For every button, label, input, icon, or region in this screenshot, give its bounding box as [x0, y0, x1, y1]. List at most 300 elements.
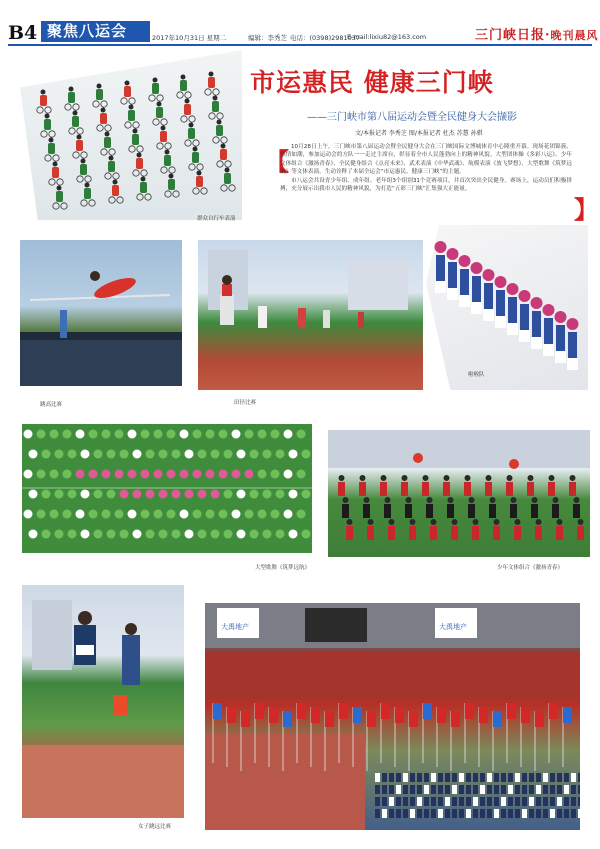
marcher [529, 773, 534, 782]
parade-flag [535, 711, 544, 727]
cheerleader-top [448, 262, 457, 288]
dancer [198, 490, 207, 499]
cheerleader-skirt [435, 281, 446, 293]
dancer [89, 510, 98, 519]
dancer [115, 430, 124, 439]
youth-head [410, 519, 416, 525]
marcher [571, 809, 576, 818]
youth-performer [346, 526, 353, 540]
cyclist-head [97, 84, 102, 89]
marcher [452, 785, 457, 794]
youth-head [347, 519, 353, 525]
photo-cyclists [20, 50, 242, 220]
bicycle-wheel [161, 119, 167, 125]
dancer [250, 530, 259, 539]
dancer [258, 430, 267, 439]
parade-flag [465, 703, 474, 719]
dancer [297, 430, 306, 439]
cheerleader-skirt [447, 288, 458, 300]
youth-head [389, 519, 395, 525]
dancer [133, 450, 142, 459]
cyclist-rider [128, 110, 135, 121]
bicycle-wheel [165, 191, 171, 197]
youth-head [385, 497, 391, 503]
dancer [232, 470, 241, 479]
marcher [529, 785, 534, 794]
cyclist-head [185, 99, 190, 104]
bicycle-wheel [173, 191, 179, 197]
cyclist-head [105, 132, 110, 137]
cyclist-head [193, 147, 198, 152]
dancer [224, 530, 233, 539]
bicycle-wheel [57, 179, 63, 185]
cyclist-head [69, 87, 74, 92]
marcher [438, 773, 443, 782]
newspaper-logo [475, 24, 599, 43]
marcher [515, 773, 520, 782]
cyclist-head [169, 174, 174, 179]
youth-head [557, 519, 563, 525]
stadium-stands [328, 430, 590, 468]
marcher [557, 797, 562, 806]
stands-crowd [205, 651, 580, 699]
dancer [24, 430, 33, 439]
bicycle-wheel [81, 200, 87, 206]
dancer [193, 510, 202, 519]
caption-fans: 大型歌舞《筑梦远航》 [255, 565, 311, 571]
cyclist-rider [168, 179, 175, 190]
marcher [536, 797, 541, 806]
marcher [564, 785, 569, 794]
youth-performer [363, 504, 370, 518]
cyclist-rider [112, 185, 119, 196]
parade-flag [549, 703, 558, 719]
bicycle-wheel [189, 116, 195, 122]
youth-head [549, 475, 555, 481]
cyclist-rider [40, 95, 47, 106]
youth-performer [472, 526, 479, 540]
dancer [107, 530, 116, 539]
bracket-left: 【 [265, 148, 289, 176]
youth-head [515, 519, 521, 525]
bicycle-wheel [117, 197, 123, 203]
bicycle-wheel [109, 197, 115, 203]
cyclist-rider [108, 161, 115, 172]
bicycle-wheel [137, 146, 143, 152]
marcher [410, 809, 415, 818]
marcher [389, 809, 394, 818]
youth-performer [359, 482, 366, 496]
marcher [564, 809, 569, 818]
marcher [501, 809, 506, 818]
cyclist-rider [104, 137, 111, 148]
cyclist-head [81, 159, 86, 164]
marcher [403, 773, 408, 782]
youth-head [406, 497, 412, 503]
stadium-roof [205, 603, 580, 648]
dancer [68, 490, 77, 499]
cyclist-head [129, 105, 134, 110]
cheerleader-top [484, 283, 493, 309]
ball [413, 453, 423, 463]
bicycle-wheel [145, 194, 151, 200]
marcher [438, 797, 443, 806]
dancer [154, 470, 163, 479]
logo-sub: 晚刊晨风 [550, 29, 599, 42]
bicycle-wheel [137, 194, 143, 200]
runner-head [222, 275, 232, 285]
youth-head [570, 475, 576, 481]
youth-performer [430, 526, 437, 540]
youth-performer [489, 504, 496, 518]
sponsor-sign-1-text: 大禹地产 [221, 623, 249, 631]
cheerleader-top [556, 325, 565, 351]
marcher [508, 797, 513, 806]
dancer [258, 510, 267, 519]
dancer [276, 450, 285, 459]
bicycle-wheel [89, 200, 95, 206]
bicycle-wheel [197, 164, 203, 170]
marcher [445, 773, 450, 782]
youth-performer [485, 482, 492, 496]
cheerleader-skirt [507, 323, 518, 335]
dancer [42, 450, 51, 459]
marcher [536, 773, 541, 782]
dancer [271, 470, 280, 479]
marcher [494, 785, 499, 794]
marcher [466, 809, 471, 818]
youth-head [578, 519, 584, 525]
youth-head [431, 519, 437, 525]
dancer [271, 430, 280, 439]
bicycle-wheel [217, 113, 223, 119]
marcher [424, 773, 429, 782]
marcher [466, 797, 471, 806]
dancer [289, 490, 298, 499]
dancer [89, 430, 98, 439]
marcher [382, 797, 387, 806]
parade-flag [479, 707, 488, 723]
marcher [501, 773, 506, 782]
cyclist-head [101, 108, 106, 113]
marcher [494, 809, 499, 818]
cyclist-head [133, 129, 138, 134]
bicycle-wheel [53, 155, 59, 161]
marcher [543, 785, 548, 794]
marcher [494, 797, 499, 806]
dancer [94, 450, 103, 459]
bicycle-wheel [121, 98, 127, 104]
youth-performer [548, 482, 555, 496]
cheerleader-top [568, 332, 577, 358]
bicycle-wheel [105, 173, 111, 179]
runner [258, 306, 267, 328]
cheerleader-top [532, 311, 541, 337]
dancer [245, 510, 254, 519]
cheerleader-skirt [567, 358, 578, 370]
cyclist-head [53, 162, 58, 167]
youth-performer [342, 504, 349, 518]
youth-head [423, 475, 429, 481]
marcher [431, 785, 436, 794]
marcher [529, 797, 534, 806]
article-paragraph: 10月28日上午，三门峡市第八届运动会暨全民健身大会在三门峡国际文博城体育中心隆重开幕。现场花团锦簇、热情如潮，参加运动会的方队一一走过主席台，彰显着全市人民蓬勃向上的精神风貌。大型团体操《多彩八运》、少年文体组合《激扬青春》、全民健身组合《点亮未来》、武术表演《中华武魂》、航模表演《放飞梦想》、大型歌舞《筑梦远航》等文体表演，生动诠释了本届全运会“市运惠民、健康三门峡”的主题。 [280, 144, 572, 176]
dancer [115, 510, 124, 519]
cyclist-head [41, 90, 46, 95]
marcher [417, 809, 422, 818]
bicycle-wheel [213, 137, 219, 143]
pom-pom [459, 255, 471, 267]
caption-cheer: 啦啦队 [468, 372, 485, 378]
dancer [68, 450, 77, 459]
dancer [206, 470, 215, 479]
marcher [382, 773, 387, 782]
cheerleader-top [436, 255, 445, 281]
marcher [403, 785, 408, 794]
marcher [431, 809, 436, 818]
official-coat [122, 635, 140, 685]
dancer [297, 510, 306, 519]
youth-performer [493, 526, 500, 540]
cyclist-head [213, 96, 218, 101]
dancer [237, 530, 246, 539]
marcher [522, 809, 527, 818]
pom-pom [531, 297, 543, 309]
cyclist-rider [132, 134, 139, 145]
youth-head [343, 497, 349, 503]
marcher [403, 809, 408, 818]
bicycle-wheel [61, 203, 67, 209]
youth-performer [451, 526, 458, 540]
marcher [375, 809, 380, 818]
dancer [133, 530, 142, 539]
photo-running [198, 240, 423, 390]
dancer [159, 490, 168, 499]
dancer [276, 490, 285, 499]
bicycle-wheel [193, 188, 199, 194]
photo-cheerleaders [426, 225, 588, 390]
marcher [403, 797, 408, 806]
runner [298, 308, 306, 328]
bicycle-wheel [185, 92, 191, 98]
youth-performer [531, 504, 538, 518]
dancer [250, 450, 259, 459]
parade-flag [227, 707, 236, 723]
pom-pom [507, 283, 519, 295]
dancer [289, 450, 298, 459]
bicycle-wheel [129, 146, 135, 152]
marcher [452, 809, 457, 818]
youth-performer [468, 504, 475, 518]
cyclist-rider [220, 149, 227, 160]
dancer [232, 510, 241, 519]
cyclist-head [157, 102, 162, 107]
parade-flag [381, 703, 390, 719]
dancer [172, 530, 181, 539]
dancer [302, 450, 311, 459]
youth-performer [535, 526, 542, 540]
dancer [128, 510, 137, 519]
marcher [410, 785, 415, 794]
cheerleader-top [544, 318, 553, 344]
marcher [578, 773, 580, 782]
youth-performer [506, 482, 513, 496]
marcher [578, 785, 580, 794]
marcher [410, 773, 415, 782]
cyclist-head [85, 183, 90, 188]
dancer [107, 490, 116, 499]
marcher [431, 797, 436, 806]
youth-performer [409, 526, 416, 540]
bicycle-wheel [177, 92, 183, 98]
dancer [24, 510, 33, 519]
marcher [452, 773, 457, 782]
cyclist-rider [136, 158, 143, 169]
marcher [438, 809, 443, 818]
parade-flag [451, 711, 460, 727]
youth-head [448, 497, 454, 503]
cyclist-head [73, 111, 78, 116]
dancer [107, 450, 116, 459]
marcher [438, 785, 443, 794]
photo-stadium-parade [205, 603, 580, 830]
header-divider [8, 44, 592, 46]
cyclist-head [113, 180, 118, 185]
marcher [550, 785, 555, 794]
parade-flag [395, 707, 404, 723]
dancer [284, 430, 293, 439]
dancer [159, 450, 168, 459]
marcher [375, 785, 380, 794]
dancer [193, 430, 202, 439]
photo-fan-dance [22, 424, 312, 553]
cheerleader-skirt [471, 302, 482, 314]
marcher [536, 809, 541, 818]
youth-head [490, 497, 496, 503]
dancer [146, 530, 155, 539]
dancer [180, 430, 189, 439]
cyclist-rider [96, 89, 103, 100]
pom-pom [567, 318, 579, 330]
runner-bib [222, 284, 232, 296]
marcher [550, 773, 555, 782]
bicycle-wheel [37, 107, 43, 113]
bicycle-wheel [229, 185, 235, 191]
dancer [120, 530, 129, 539]
bicycle-wheel [93, 101, 99, 107]
cyclist-head [221, 144, 226, 149]
byline: 文/本报记者 李秀芝 图/本报记者 杜杰 苏慧 孙骐 [355, 130, 483, 137]
parade-flag [521, 707, 530, 723]
caption-running: 田径比赛 [234, 400, 257, 406]
bicycle-wheel [49, 179, 55, 185]
bicycle-wheel [213, 89, 219, 95]
dancer [271, 510, 280, 519]
runner [323, 310, 330, 328]
youth-head [368, 519, 374, 525]
dancer [185, 490, 194, 499]
dancer [141, 470, 150, 479]
cyclist-head [109, 156, 114, 161]
cyclist-rider [164, 155, 171, 166]
bicycle-wheel [53, 203, 59, 209]
dancer [276, 530, 285, 539]
bicycle-wheel [105, 125, 111, 131]
mat-edge [20, 332, 182, 340]
youth-performer [447, 504, 454, 518]
cheerleader-top [508, 297, 517, 323]
bicycle-wheel [101, 101, 107, 107]
dancer [193, 470, 202, 479]
parade-flag [339, 703, 348, 719]
bicycle-wheel [101, 149, 107, 155]
dancer [219, 470, 228, 479]
youth-performer [388, 526, 395, 540]
cheerleader-top [472, 276, 481, 302]
caption-long-jump: 女子跳远比赛 [138, 824, 172, 830]
jumper-head [78, 611, 92, 625]
marcher [550, 809, 555, 818]
sponsor-sign-2-text: 大禹地产 [439, 623, 467, 631]
marcher [375, 773, 380, 782]
cyclist-rider [208, 77, 215, 88]
marcher [515, 809, 520, 818]
youth-performer [426, 504, 433, 518]
building [32, 600, 72, 670]
caption-cyclists: 群众自行车表演 [197, 216, 236, 222]
cyclist-head [45, 114, 50, 119]
cyclist-head [153, 78, 158, 83]
youth-head [452, 519, 458, 525]
bicycle-wheel [73, 104, 79, 110]
dancer [289, 530, 298, 539]
dancer [37, 510, 46, 519]
running-track [205, 733, 365, 830]
dancer [219, 510, 228, 519]
parade-flag [241, 711, 250, 727]
bicycle-wheel [45, 155, 51, 161]
cyclist-head [225, 168, 230, 173]
dancer [29, 530, 38, 539]
cyclist-formation [20, 50, 242, 220]
dancer [102, 430, 111, 439]
cyclist-rider [216, 125, 223, 136]
dancer [37, 430, 46, 439]
dancer [245, 470, 254, 479]
pom-pom [483, 269, 495, 281]
youth-performer [367, 526, 374, 540]
dancer [263, 530, 272, 539]
dancer [206, 430, 215, 439]
dancer [146, 490, 155, 499]
bicycle-wheel [85, 176, 91, 182]
dancer [245, 430, 254, 439]
dancer [284, 470, 293, 479]
fan-dance-formation [22, 424, 312, 553]
cyclist-rider [156, 107, 163, 118]
marcher [571, 785, 576, 794]
pom-pom [495, 276, 507, 288]
bicycle-wheel [209, 113, 215, 119]
marcher [424, 797, 429, 806]
youth-head [473, 519, 479, 525]
cheerleader-skirt [483, 309, 494, 321]
marcher [410, 797, 415, 806]
youth-head [511, 497, 517, 503]
cyclist-rider [80, 164, 87, 175]
marcher [564, 797, 569, 806]
marcher [522, 785, 527, 794]
